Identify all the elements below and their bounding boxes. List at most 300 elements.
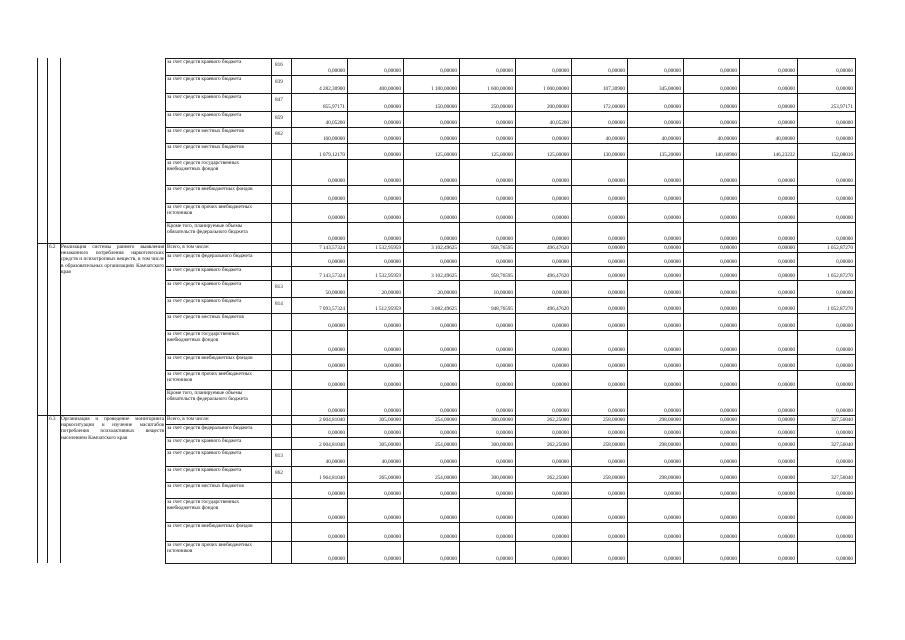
amount-cell: 0,00000	[440, 459, 457, 465]
amount-cell: 0,00000	[720, 196, 737, 202]
amount-cell: 0,00000	[836, 86, 853, 92]
amount-cell: 7 093,57324	[319, 306, 345, 312]
amount-cell: 0,00000	[836, 347, 853, 353]
amount-cell: 0,00000	[328, 178, 345, 184]
budget-code: 814	[275, 301, 283, 307]
amount-cell: 0,00000	[778, 430, 795, 436]
amount-cell: 0,00000	[608, 534, 625, 540]
funding-source-label: за счет средств краевого бюджета	[167, 297, 242, 304]
amount-cell: 7 143,57324	[319, 273, 345, 279]
amount-cell: 0,00000	[496, 215, 513, 221]
amount-cell: 0,00000	[778, 196, 795, 202]
amount-cell: 125,00000	[490, 152, 513, 158]
amount-cell: 0,00000	[664, 515, 681, 521]
amount-cell: 0,00000	[608, 515, 625, 521]
amount-cell: 0,00000	[608, 306, 625, 312]
amount-cell: 0,00000	[440, 515, 457, 521]
amount-cell: 2 004,81040	[319, 417, 345, 423]
funding-source-label: за счет средств внебюджетных фондов	[167, 354, 253, 361]
funding-source-label: за счет средств краевого бюджета	[167, 280, 242, 287]
amount-cell: 1 000,00000	[543, 86, 569, 92]
amount-cell: 254,00000	[434, 417, 457, 423]
amount-cell: 0,00000	[664, 347, 681, 353]
amount-cell: 262,25000	[546, 442, 569, 448]
amount-cell: 0,00000	[720, 491, 737, 497]
grid-vline	[855, 58, 856, 563]
amount-cell: 0,00000	[328, 323, 345, 329]
funding-source-label: за счет средств внебюджетных фондов	[167, 185, 253, 192]
grid-vline	[165, 58, 166, 563]
amount-cell: 0,00000	[778, 273, 795, 279]
amount-cell: 0,00000	[608, 215, 625, 221]
amount-cell: 0,00000	[664, 236, 681, 242]
amount-cell: 0,00000	[496, 430, 513, 436]
amount-cell: 0,00000	[552, 534, 569, 540]
amount-cell: 254,00000	[434, 442, 457, 448]
funding-source-label: за счет средств местных бюджетов	[167, 127, 244, 134]
amount-cell: 0,00000	[720, 86, 737, 92]
amount-cell: 0,00000	[440, 68, 457, 74]
funding-source-label: за счет средств краевого бюджета	[167, 437, 242, 444]
amount-cell: 0,00000	[608, 273, 625, 279]
measure-name: Реализация системы раннего выявления незаконного потребления наркотических средств и психотропных веществ, в том числе в образовательных организациях Камчатского края	[61, 244, 164, 275]
funding-source-label: Кроме того, планируемые объемы обязательств федерального бюджета	[167, 389, 248, 402]
amount-cell: 0,00000	[552, 459, 569, 465]
amount-cell: 0,00000	[778, 306, 795, 312]
amount-cell: 0,00000	[836, 259, 853, 265]
funding-source-label: за счет средств федерального бюджета	[167, 424, 253, 431]
amount-cell: 0,00000	[496, 136, 513, 142]
amount-cell: 0,00000	[552, 382, 569, 388]
amount-cell: 855,97171	[322, 104, 345, 110]
amount-cell: 262,25000	[546, 475, 569, 481]
grid-vline	[271, 58, 272, 563]
amount-cell: 0,00000	[496, 236, 513, 242]
amount-cell: 0,00000	[496, 347, 513, 353]
amount-cell: 0,00000	[836, 556, 853, 562]
funding-source-label: за счет средств краевого бюджета	[167, 111, 242, 118]
amount-cell: 0,00000	[664, 104, 681, 110]
amount-cell: 0,00000	[608, 290, 625, 296]
amount-cell: 3 082,49625	[431, 306, 457, 312]
amount-cell: 3 102,49625	[431, 245, 457, 251]
amount-cell: 0,00000	[496, 556, 513, 562]
amount-cell: 0,00000	[778, 104, 795, 110]
amount-cell: 125,00000	[434, 152, 457, 158]
amount-cell: 0,00000	[440, 347, 457, 353]
funding-source-label: Кроме того, планируемые объемы обязательств федерального бюджета	[167, 222, 248, 235]
amount-cell: 0,00000	[778, 459, 795, 465]
amount-cell: 0,00000	[836, 534, 853, 540]
amount-cell: 0,00000	[778, 86, 795, 92]
amount-cell: 0,00000	[552, 515, 569, 521]
funding-source-label: за счет средств федерального бюджета	[167, 252, 253, 259]
amount-cell: 0,00000	[778, 491, 795, 497]
amount-cell: 0,00000	[384, 259, 401, 265]
amount-cell: 0,00000	[836, 290, 853, 296]
amount-cell: 0,00000	[836, 68, 853, 74]
amount-cell: 152,08016	[830, 152, 853, 158]
amount-cell: 0,00000	[836, 323, 853, 329]
amount-cell: 0,00000	[720, 273, 737, 279]
amount-cell: 0,00000	[836, 408, 853, 414]
amount-cell: 0,00000	[384, 68, 401, 74]
amount-cell: 0,00000	[552, 491, 569, 497]
amount-cell: 0,00000	[778, 515, 795, 521]
amount-cell: 254,00000	[434, 475, 457, 481]
amount-cell: 1 600,00000	[487, 86, 513, 92]
amount-cell: 0,00000	[778, 442, 795, 448]
amount-cell: 0,00000	[384, 120, 401, 126]
amount-cell: 135,20000	[658, 152, 681, 158]
amount-cell: 958,76595	[490, 245, 513, 251]
amount-cell: 0,00000	[496, 120, 513, 126]
amount-cell: 0,00000	[328, 215, 345, 221]
amount-cell: 0,00000	[440, 408, 457, 414]
amount-cell: 0,00000	[552, 556, 569, 562]
amount-cell: 0,00000	[664, 430, 681, 436]
amount-cell: 0,00000	[328, 491, 345, 497]
amount-cell: 0,00000	[720, 323, 737, 329]
amount-cell: 0,00000	[778, 556, 795, 562]
amount-cell: 0,00000	[608, 363, 625, 369]
amount-cell: 0,00000	[328, 196, 345, 202]
amount-cell: 0,00000	[720, 556, 737, 562]
amount-cell: 0,00000	[720, 417, 737, 423]
amount-cell: 0,00000	[384, 236, 401, 242]
amount-cell: 0,00000	[496, 491, 513, 497]
amount-cell: 0,00000	[440, 363, 457, 369]
amount-cell: 0,00000	[496, 459, 513, 465]
amount-cell: 0,00000	[720, 290, 737, 296]
amount-cell: 0,00000	[608, 245, 625, 251]
amount-cell: 0,00000	[778, 382, 795, 388]
amount-cell: 0,00000	[496, 382, 513, 388]
amount-cell: 1 532,95959	[375, 273, 401, 279]
amount-cell: 327,56040	[830, 442, 853, 448]
amount-cell: 253,97171	[830, 104, 853, 110]
amount-cell: 10,00000	[493, 290, 513, 296]
amount-cell: 0,00000	[608, 408, 625, 414]
amount-cell: 0,00000	[778, 417, 795, 423]
funding-source-label: за счет средств краевого бюджета	[167, 266, 242, 273]
amount-cell: 0,00000	[720, 430, 737, 436]
amount-cell: 300,00000	[490, 417, 513, 423]
amount-cell: 130,00000	[602, 152, 625, 158]
amount-cell: 258,00000	[602, 442, 625, 448]
amount-cell: 0,00000	[384, 136, 401, 142]
amount-cell: 0,00000	[608, 556, 625, 562]
amount-cell: 1 532,95959	[375, 245, 401, 251]
amount-cell: 1 052,87270	[827, 245, 853, 251]
budget-code: 847	[275, 97, 283, 103]
budget-code: 813	[275, 284, 283, 290]
amount-cell: 0,00000	[664, 363, 681, 369]
amount-cell: 0,00000	[384, 382, 401, 388]
amount-cell: 0,00000	[608, 178, 625, 184]
funding-source-label: за счет средств краевого бюджета	[167, 466, 242, 473]
amount-cell: 0,00000	[778, 475, 795, 481]
amount-cell: 262,25000	[546, 417, 569, 423]
amount-cell: 0,00000	[384, 534, 401, 540]
amount-cell: 150,00000	[434, 104, 457, 110]
amount-cell: 0,00000	[720, 363, 737, 369]
amount-cell: 0,00000	[720, 68, 737, 74]
amount-cell: 0,00000	[664, 491, 681, 497]
amount-cell: 0,00000	[384, 408, 401, 414]
amount-cell: 0,00000	[552, 178, 569, 184]
funding-source-label: за счет средств краевого бюджета	[167, 449, 242, 456]
amount-cell: 0,00000	[496, 363, 513, 369]
amount-cell: 0,00000	[440, 259, 457, 265]
amount-cell: 0,00000	[664, 556, 681, 562]
amount-cell: 40,00000	[717, 136, 737, 142]
amount-cell: 345,00000	[658, 86, 681, 92]
amount-cell: 0,00000	[440, 178, 457, 184]
amount-cell: 172,00000	[602, 104, 625, 110]
amount-cell: 0,00000	[720, 475, 737, 481]
amount-cell: 0,00000	[384, 430, 401, 436]
amount-cell: 298,00000	[658, 442, 681, 448]
amount-cell: 146,23232	[772, 152, 795, 158]
amount-cell: 1 052,87270	[827, 306, 853, 312]
amount-cell: 0,00000	[328, 236, 345, 242]
amount-cell: 0,00000	[496, 515, 513, 521]
amount-cell: 125,00000	[546, 152, 569, 158]
amount-cell: 0,00000	[440, 491, 457, 497]
amount-cell: 0,00000	[720, 245, 737, 251]
amount-cell: 0,00000	[552, 215, 569, 221]
amount-cell: 305,00000	[378, 417, 401, 423]
amount-cell: 1 512,95959	[375, 306, 401, 312]
budget-code: 859	[275, 115, 283, 121]
amount-cell: 0,00000	[720, 442, 737, 448]
amount-cell: 7 143,57324	[319, 245, 345, 251]
amount-cell: 0,00000	[328, 534, 345, 540]
funding-source-label: за счет средств прочих внебюджетных источников	[167, 203, 252, 216]
amount-cell: 0,00000	[496, 68, 513, 74]
funding-source-label: за счет средств государственных внебюджетных фондов	[167, 498, 240, 511]
amount-cell: 107,30900	[602, 86, 625, 92]
amount-cell: 0,00000	[552, 323, 569, 329]
amount-cell: 0,00000	[440, 215, 457, 221]
amount-cell: 140,60900	[714, 152, 737, 158]
amount-cell: 0,00000	[778, 323, 795, 329]
amount-cell: 496,47620	[546, 245, 569, 251]
amount-cell: 0,00000	[664, 459, 681, 465]
amount-cell: 0,00000	[496, 408, 513, 414]
amount-cell: 0,00000	[384, 178, 401, 184]
amount-cell: 1 079,12170	[319, 152, 345, 158]
grid-vline	[47, 58, 48, 563]
amount-cell: 0,00000	[778, 236, 795, 242]
amount-cell: 0,00000	[440, 323, 457, 329]
funding-source-label: за счет средств местных бюджетов	[167, 313, 244, 320]
amount-cell: 0,00000	[440, 120, 457, 126]
grid-vline	[60, 58, 61, 563]
amount-cell: 0,00000	[664, 323, 681, 329]
amount-cell: 0,00000	[496, 259, 513, 265]
amount-cell: 160,00000	[322, 136, 345, 142]
amount-cell: 2 004,81040	[319, 442, 345, 448]
amount-cell: 20,00000	[381, 290, 401, 296]
amount-cell: 0,00000	[720, 104, 737, 110]
amount-cell: 0,00000	[608, 430, 625, 436]
amount-cell: 0,00000	[720, 120, 737, 126]
amount-cell: 40,00000	[775, 136, 795, 142]
grid-vline	[37, 58, 38, 563]
amount-cell: 0,00000	[720, 382, 737, 388]
amount-cell: 0,00000	[778, 215, 795, 221]
amount-cell: 0,00000	[552, 259, 569, 265]
amount-cell: 0,00000	[720, 178, 737, 184]
amount-cell: 0,00000	[384, 104, 401, 110]
amount-cell: 0,00000	[328, 68, 345, 74]
amount-cell: 0,00000	[608, 459, 625, 465]
amount-cell: 0,00000	[836, 515, 853, 521]
amount-cell: 40,05200	[549, 120, 569, 126]
amount-cell: 0,00000	[720, 236, 737, 242]
amount-cell: 298,00000	[658, 475, 681, 481]
amount-cell: 0,00000	[836, 120, 853, 126]
amount-cell: 0,00000	[664, 382, 681, 388]
amount-cell: 0,00000	[720, 459, 737, 465]
amount-cell: 258,00000	[602, 417, 625, 423]
amount-cell: 50,00000	[325, 290, 345, 296]
amount-cell: 0,00000	[384, 556, 401, 562]
funding-source-label: за счет средств прочих внебюджетных источников	[167, 370, 252, 383]
amount-cell: 0,00000	[664, 245, 681, 251]
amount-cell: 0,00000	[384, 215, 401, 221]
amount-cell: 0,00000	[778, 178, 795, 184]
amount-cell: 0,00000	[552, 363, 569, 369]
amount-cell: 0,00000	[328, 259, 345, 265]
funding-source-label: за счет средств краевого бюджета	[167, 75, 242, 82]
amount-cell: 0,00000	[496, 323, 513, 329]
amount-cell: 0,00000	[720, 215, 737, 221]
amount-cell: 0,00000	[608, 120, 625, 126]
measure-index: 6.2	[49, 244, 56, 250]
amount-cell: 0,00000	[836, 459, 853, 465]
amount-cell: 0,00000	[836, 215, 853, 221]
amount-cell: 0,00000	[552, 236, 569, 242]
funding-source-label: за счет средств местных бюджетов	[167, 482, 244, 489]
amount-cell: 300,00000	[490, 475, 513, 481]
amount-cell: 0,00000	[664, 178, 681, 184]
amount-cell: 20,00000	[437, 290, 457, 296]
measure-name: Организация и проведение мониторинга наркоситуации и изучение масштабов потребления психоактивных веществ населением Камчатского края	[61, 416, 164, 441]
amount-cell: 1 964,81040	[319, 475, 345, 481]
amount-cell: 0,00000	[608, 347, 625, 353]
amount-cell: 40,05200	[325, 120, 345, 126]
amount-cell: 40,00000	[325, 459, 345, 465]
amount-cell: 948,76595	[490, 306, 513, 312]
amount-cell: 0,00000	[664, 273, 681, 279]
amount-cell: 0,00000	[552, 136, 569, 142]
amount-cell: 0,00000	[836, 136, 853, 142]
amount-cell: 0,00000	[778, 290, 795, 296]
amount-cell: 0,00000	[720, 408, 737, 414]
funding-source-label: за счет средств прочих внебюджетных источников	[167, 541, 252, 554]
amount-cell: 0,00000	[836, 196, 853, 202]
funding-source-label: за счет средств государственных внебюджетных фондов	[167, 159, 240, 172]
amount-cell: 0,00000	[440, 382, 457, 388]
amount-cell: 0,00000	[608, 236, 625, 242]
amount-cell: 327,56040	[830, 417, 853, 423]
amount-cell: 0,00000	[664, 290, 681, 296]
funding-source-label: за счет средств краевого бюджета	[167, 93, 242, 100]
amount-cell: 305,00000	[378, 442, 401, 448]
amount-cell: 0,00000	[720, 259, 737, 265]
amount-cell: 327,56040	[830, 475, 853, 481]
amount-cell: 0,00000	[384, 491, 401, 497]
amount-cell: 0,00000	[440, 430, 457, 436]
amount-cell: 1 052,87270	[827, 273, 853, 279]
amount-cell: 400,00000	[378, 86, 401, 92]
amount-cell: 200,00000	[546, 104, 569, 110]
amount-cell: 265,00000	[378, 475, 401, 481]
amount-cell: 0,00000	[664, 120, 681, 126]
amount-cell: 0,00000	[496, 178, 513, 184]
amount-cell: 958,76595	[490, 273, 513, 279]
amount-cell: 40,00000	[661, 136, 681, 142]
amount-cell: 0,00000	[664, 68, 681, 74]
amount-cell: 0,00000	[496, 534, 513, 540]
amount-cell: 0,00000	[664, 408, 681, 414]
amount-cell: 0,00000	[328, 515, 345, 521]
amount-cell: 0,00000	[384, 515, 401, 521]
amount-cell: 0,00000	[836, 236, 853, 242]
amount-cell: 0,00000	[664, 534, 681, 540]
amount-cell: 0,00000	[778, 245, 795, 251]
amount-cell: 0,00000	[608, 491, 625, 497]
amount-cell: 0,00000	[328, 556, 345, 562]
amount-cell: 0,00000	[440, 136, 457, 142]
amount-cell: 0,00000	[836, 382, 853, 388]
amount-cell: 3 102,49625	[431, 273, 457, 279]
amount-cell: 0,00000	[440, 534, 457, 540]
amount-cell: 0,00000	[778, 68, 795, 74]
amount-cell: 496,47620	[546, 273, 569, 279]
amount-cell: 298,00000	[658, 417, 681, 423]
amount-cell: 4 282,30900	[319, 86, 345, 92]
amount-cell: 0,00000	[328, 430, 345, 436]
amount-cell: 0,00000	[664, 259, 681, 265]
amount-cell: 0,00000	[720, 515, 737, 521]
amount-cell: 0,00000	[440, 196, 457, 202]
amount-cell: 250,00000	[490, 104, 513, 110]
budget-code: 862	[275, 131, 283, 137]
amount-cell: 0,00000	[720, 306, 737, 312]
funding-source-label: за счет средств государственных внебюджетных фондов	[167, 330, 240, 343]
amount-cell: 0,00000	[552, 347, 569, 353]
amount-cell: 0,00000	[328, 408, 345, 414]
amount-cell: 0,00000	[778, 259, 795, 265]
amount-cell: 1 100,00000	[431, 86, 457, 92]
amount-cell: 0,00000	[384, 363, 401, 369]
amount-cell: 0,00000	[664, 306, 681, 312]
amount-cell: 0,00000	[778, 363, 795, 369]
budget-code: 816	[275, 62, 283, 68]
grid-hline	[165, 563, 856, 564]
amount-cell: 300,00000	[490, 442, 513, 448]
amount-cell: 0,00000	[720, 534, 737, 540]
amount-cell: 0,00000	[384, 323, 401, 329]
funding-source-label: за счет средств краевого бюджета	[167, 58, 242, 65]
measure-index: 6.3	[49, 416, 56, 422]
budget-code: 839	[275, 79, 283, 85]
amount-cell: 40,00000	[381, 459, 401, 465]
